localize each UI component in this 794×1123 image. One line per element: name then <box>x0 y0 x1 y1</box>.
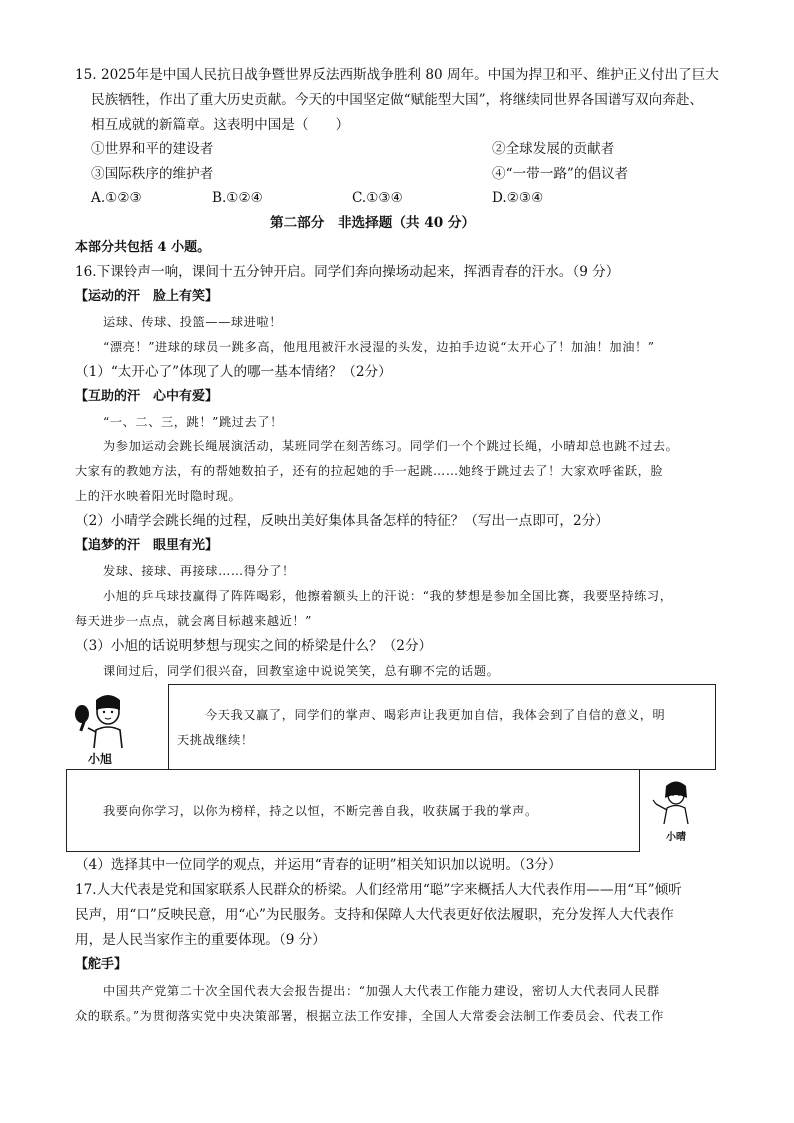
q17-stem-line1: 17.人大代表是党和国家联系人民群众的桥梁。人们经常用“聪”字来概括人大代表作用——用“耳”倾听 <box>75 882 682 898</box>
q16-sub2: （2）小晴学会跳长绳的过程，反映出美好集体具备怎样的特征？（写出一点即可，2分） <box>75 513 609 529</box>
q16-heading-1: 【运动的汗 脸上有笑】 <box>75 289 219 304</box>
q17-para1a: 中国共产党第二十次全国代表大会报告提出：“加强人大代表工作能力建设，密切人大代表同人民群 <box>103 984 660 998</box>
q16-heading-3: 【追梦的汗 眼里有光】 <box>75 538 219 553</box>
q16-sub1: （1）“太开心了”体现了人的哪一基本情绪？（2分） <box>75 364 392 380</box>
q16-h1-para2: “漂亮！”进球的球员一跳多高，他甩甩被汗水浸湿的头发，边拍手边说“太开心了！加油！加油！” <box>103 340 655 354</box>
xiaoxu-speech-line1: 今天我又赢了，同学们的掌声、喝彩声让我更加自信，我体会到了自信的意义，明 <box>205 708 666 722</box>
q15-stem-line1: 15. 2025年是中国人民抗日战争暨世界反法西斯战争胜利 80 周年。中国为捍卫和平、维护正义付出了巨大 <box>75 67 719 83</box>
q15-choice-d: D.②③④ <box>492 190 544 206</box>
q15-choice-a: A.①②③ <box>91 190 142 206</box>
q15-stem-line3: 相互成就的新篇章。这表明中国是（ ） <box>91 117 350 133</box>
q17-para1b: 众的联系。”为贯彻落实党中央决策部署，根据立法工作安排，全国人大常委会法制工作委员会、代表工作 <box>75 1009 664 1023</box>
xiaoqing-figure-icon <box>650 780 700 824</box>
q16-heading-2: 【互助的汗 心中有爱】 <box>75 389 219 404</box>
xiaoxu-label: 小旭 <box>88 752 113 766</box>
part2-title: 第二部分 非选择题（共 40 分） <box>270 215 476 231</box>
xiaoqing-label: 小晴 <box>666 832 686 843</box>
q17-stem-line3: 用，是人民当家作主的重要体现。（9 分） <box>75 932 326 948</box>
q16-h2-para2a: 为参加运动会跳长绳展演活动，某班同学在刻苦练习。同学们一个个跳过长绳，小晴却总也跳不过去。 <box>103 439 679 453</box>
q15-choice-c: C.①③④ <box>352 190 403 206</box>
part2-intro: 本部分共包括 4 小题。 <box>75 240 211 255</box>
q15-option-3: ③国际秩序的维护者 <box>91 166 214 182</box>
xiaoqing-speech-line: 我要向你学习，以你为榜样，持之以恒，不断完善自我，收获属于我的掌声。 <box>103 804 538 818</box>
q15-option-4: ④“一带一路”的倡议者 <box>492 166 629 182</box>
q17-stem-line2: 民声，用“口”反映民意，用“心”为民服务。支持和保障人大代表更好依法履职，充分发挥人大代表作 <box>75 907 674 923</box>
xiaoxu-figure-icon <box>70 692 140 748</box>
xiaoxu-speech-line2: 天挑战继续！ <box>177 733 254 747</box>
q16-h3-para1: 发球、接球、再接球……得分了！ <box>103 564 295 578</box>
q15-option-1: ①世界和平的建设者 <box>91 141 214 157</box>
q16-h3-para2a: 小旭的乒乓球技赢得了阵阵喝彩，他擦着额头上的汗说：“我的梦想是参加全国比赛，我要坚持练习， <box>103 589 673 603</box>
q15-option-2: ②全球发展的贡献者 <box>492 141 615 157</box>
q16-after-class: 课间过后，同学们很兴奋，回教室途中说说笑笑，总有聊不完的话题。 <box>103 664 500 678</box>
q16-sub4: （4）选择其中一位同学的观点，并运用“青春的证明”相关知识加以说明。（3分） <box>75 857 562 873</box>
q16-sub3: （3）小旭的话说明梦想与现实之间的桥梁是什么？（2分） <box>75 638 433 654</box>
xiaoxu-speech-box <box>168 684 716 770</box>
q16-h3-para2b: 每天进步一点点，就会离目标越来越近！” <box>75 614 313 628</box>
q16-stem: 16.下课铃声一响，课间十五分钟开启。同学们奔向操场动起来，挥洒青春的汗水。（9 分） <box>75 264 620 280</box>
q15-choice-b: B.①②④ <box>212 190 263 206</box>
q16-h2-para2c: 上的汗水映着阳光时隐时现。 <box>75 489 242 503</box>
q15-stem-line2: 民族牺牲，作出了重大历史贡献。今天的中国坚定做“赋能型大国”，将继续同世界各国谱写双向奔赴、 <box>91 92 704 108</box>
q16-h1-para1: 运球、传球、投篮——球进啦！ <box>103 315 283 329</box>
q16-h2-para2b: 大家有的教她方法，有的帮她数拍子，还有的拉起她的手一起跳……她终于跳过去了！大家欢呼雀跃，脸 <box>75 464 664 478</box>
q16-h2-para1: “一、二、三，跳！”跳过去了！ <box>103 415 283 429</box>
q17-heading-1: 【舵手】 <box>75 957 128 972</box>
xiaoqing-speech-box <box>66 769 640 852</box>
